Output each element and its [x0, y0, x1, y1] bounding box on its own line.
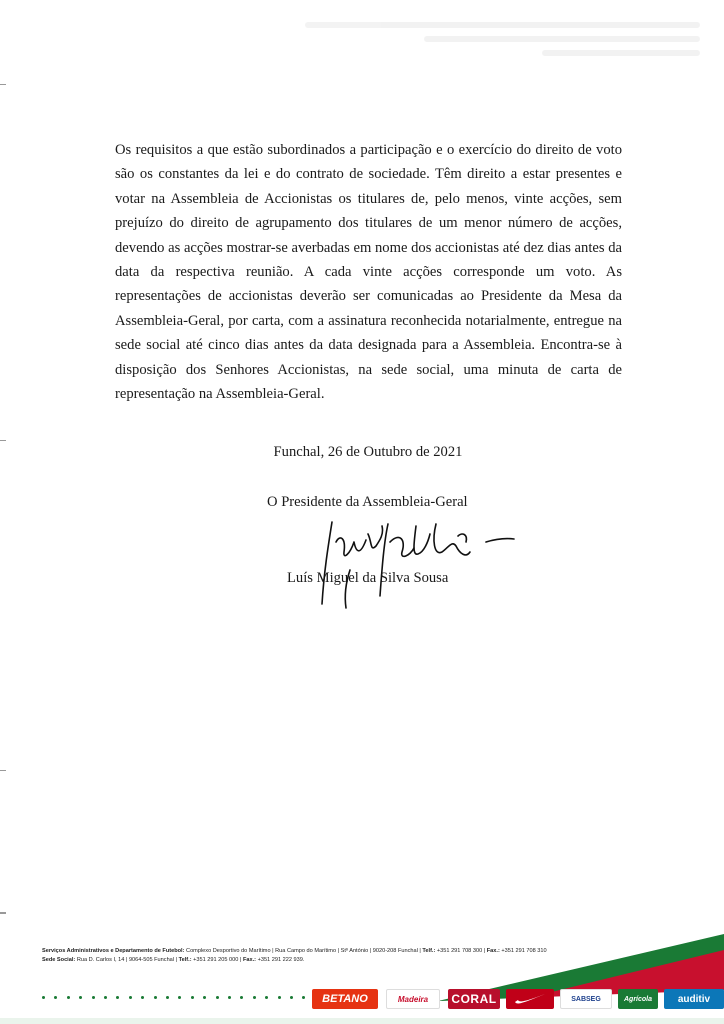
- footer-dot: [154, 996, 157, 999]
- footer-dot: [116, 996, 119, 999]
- margin-mark: [0, 770, 6, 771]
- signatory-title: O Presidente da Assembleia-Geral: [267, 494, 468, 510]
- footer-dot: [67, 996, 70, 999]
- footer-dot: [203, 996, 206, 999]
- footer-dot: [129, 996, 132, 999]
- footer-dot: [253, 996, 256, 999]
- sponsor-logo-agricola: Agrícola: [618, 989, 658, 1009]
- footer-dot: [42, 996, 45, 999]
- footer-dot: [92, 996, 95, 999]
- footer-dot: [290, 996, 293, 999]
- nike-swoosh-icon: [506, 989, 554, 1009]
- date-line: Funchal, 26 de Outubro de 2021: [273, 444, 463, 460]
- footer-dot: [278, 996, 281, 999]
- signatory-name: Luís Miguel da Silva Sousa: [287, 570, 449, 586]
- footer-dot: [216, 996, 219, 999]
- footer-dot: [79, 996, 82, 999]
- footer-dot: [54, 996, 57, 999]
- sponsor-logo-madeira: Madeira: [386, 989, 440, 1009]
- footer-dot: [228, 996, 231, 999]
- sponsor-logo-sabseg: SABSEG: [560, 989, 612, 1009]
- nike-swoosh-icon: [513, 993, 547, 1005]
- footer-dot: [302, 996, 305, 999]
- sponsor-logo-betano: BETANO: [312, 989, 378, 1009]
- footer-contact-info: [42, 947, 642, 965]
- footer-dot: [265, 996, 268, 999]
- footer-stripe-graphic: [0, 930, 724, 1024]
- show-through-text: [305, 14, 700, 74]
- handwritten-signature: [310, 512, 520, 612]
- footer-line-admin: Serviços Administrativos e Departamento de Futebol: Complexo Desportivo do Marítimo | Rua Campo do Marítimo | Stº António | 9020-208 Funchal | Telf.: +351 291 708 300 | Fax.: +351 291 708 310: [42, 948, 547, 954]
- footer-dot: [166, 996, 169, 999]
- footer-dot: [240, 996, 243, 999]
- footer-dot: [178, 996, 181, 999]
- footer-dot: [141, 996, 144, 999]
- footer-dot-row: [42, 996, 312, 1002]
- sponsor-logo-auditiv: auditiv: [664, 989, 724, 1009]
- sponsor-logo-coral: CORAL: [448, 989, 500, 1009]
- margin-mark: [0, 84, 6, 85]
- footer-dot: [104, 996, 107, 999]
- footer-line-headquarters: Sede Social: Rua D. Carlos I, 14 | 9064-505 Funchal | Telf.: +351 291 205 000 | Fax.: +351 291 222 939.: [42, 957, 305, 963]
- footer-dot: [191, 996, 194, 999]
- margin-mark: [0, 912, 6, 914]
- margin-mark: [0, 440, 6, 441]
- body-paragraph: Os requisitos a que estão subordinados a participação e o exercício do direito de voto são os constantes da lei e do contrato de sociedade. Têm direito a estar presentes e votar na Assembleia de Accionistas os titulares de, pelo menos, vinte acções, sem prejuízo do direito de agrupamento dos titulares de um menor número de acções, devendo as acções mostrar-se averbadas em nome dos accionistas até dez dias antes da data da respectiva reunião. A cada vinte acções corresponde um voto. As representações de accionistas deverão ser comunicadas ao Presidente da Mesa da Assembleia-Geral, por carta, com a assinatura reconhecida notarialmente, entregue na sede social até cinco dias antes da data designada para a Assembleia. Encontra-se à disposição dos Senhores Accionistas, na sede social, uma minuta de carta de representação na Assembleia-Geral.: [115, 142, 622, 403]
